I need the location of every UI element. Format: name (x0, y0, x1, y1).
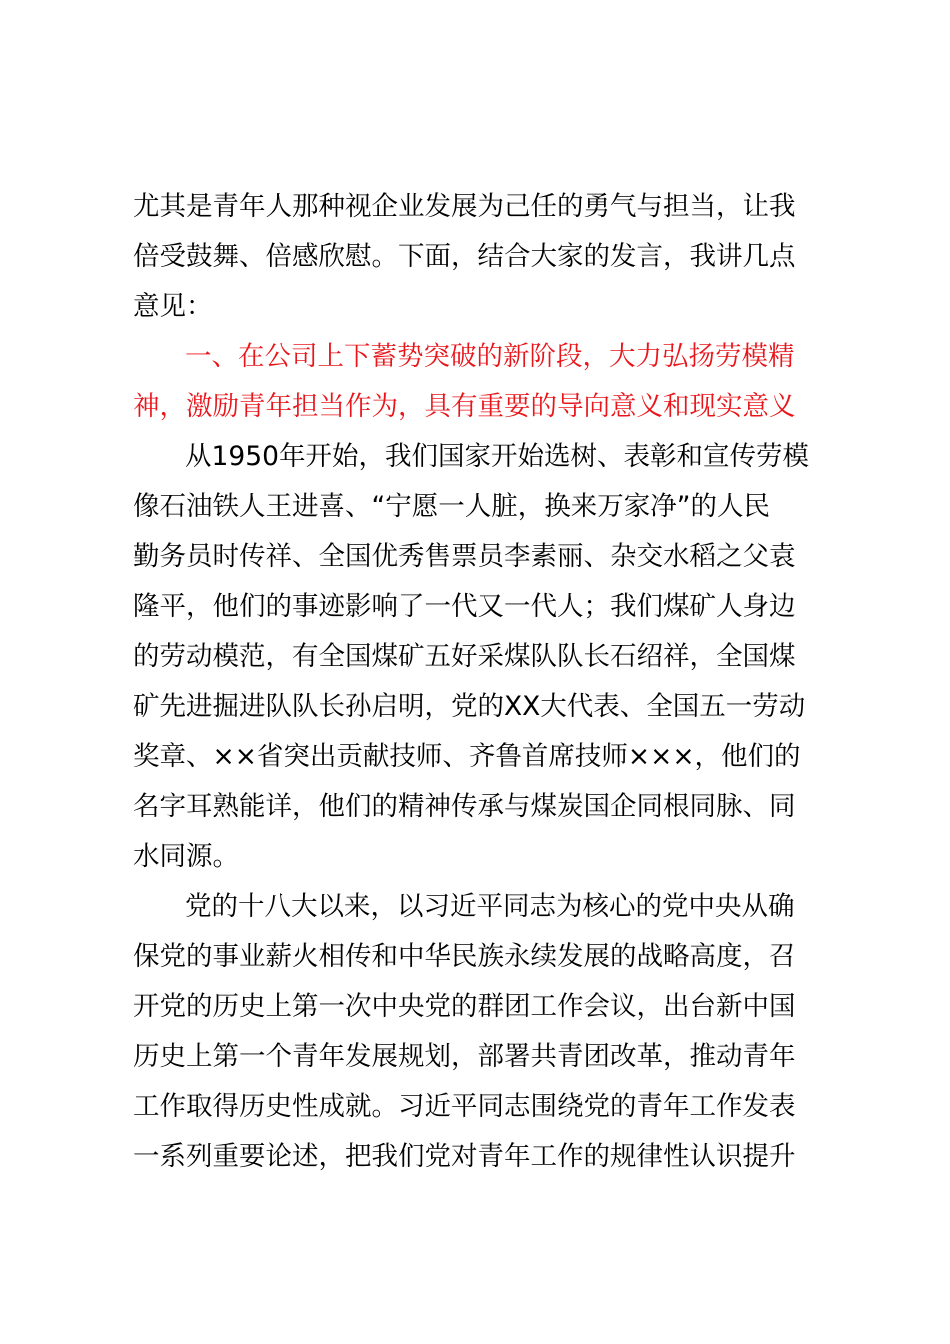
paragraph-3-line-6: 一系列重要论述，把我们党对青年工作的规律性认识提升 (133, 1141, 796, 1172)
paragraph-2-line-3: 勤务员时传祥、全国优秀售票员李素丽、杂交水稻之父袁 (133, 541, 796, 572)
paragraph-3-line-3: 开党的历史上第一次中央党的群团工作会议，出台新中国 (133, 991, 796, 1022)
paragraph-2-line-6: 矿先进掘进队队长孙启明，党的XX大代表、全国五一劳动 (133, 691, 806, 722)
paragraph-2-line-1: 从1950年开始，我们国家开始选树、表彰和宣传劳模 (185, 441, 809, 472)
paragraph-3-line-1: 党的十八大以来，以习近平同志为核心的党中央从确 (185, 891, 795, 922)
paragraph-1-line-1: 尤其是青年人那种视企业发展为己任的勇气与担当，让我 (133, 191, 796, 222)
paragraph-2-line-9: 水同源。 (133, 841, 239, 872)
section-heading-line-2: 神，激励青年担当作为，具有重要的导向意义和现实意义 (133, 391, 796, 422)
paragraph-1-line-3: 意见： (133, 291, 213, 322)
paragraph-2-line-8: 名字耳熟能详，他们的精神传承与煤炭国企同根同脉、同 (133, 791, 796, 822)
paragraph-2-line-5: 的劳动模范，有全国煤矿五好采煤队队长石绍祥，全国煤 (133, 641, 796, 672)
paragraph-3-line-2: 保党的事业薪火相传和中华民族永续发展的战略高度，召 (133, 941, 796, 972)
paragraph-2-line-4: 隆平，他们的事迹影响了一代又一代人；我们煤矿人身边 (133, 591, 796, 622)
paragraph-2-line-2: 像石油铁人王进喜、“宁愿一人脏，换来万家净”的人民 (133, 491, 770, 522)
paragraph-3-line-4: 历史上第一个青年发展规划，部署共青团改革，推动青年 (133, 1041, 796, 1072)
paragraph-2-line-7: 奖章、××省突出贡献技师、齐鲁首席技师×××，他们的 (133, 741, 801, 772)
section-heading-line-1: 一、在公司上下蓄势突破的新阶段，大力弘扬劳模精 (185, 341, 795, 372)
paragraph-3-line-5: 工作取得历史性成就。习近平同志围绕党的青年工作发表 (133, 1091, 796, 1122)
paragraph-1-line-2: 倍受鼓舞、倍感欣慰。下面，结合大家的发言，我讲几点 (133, 241, 796, 272)
